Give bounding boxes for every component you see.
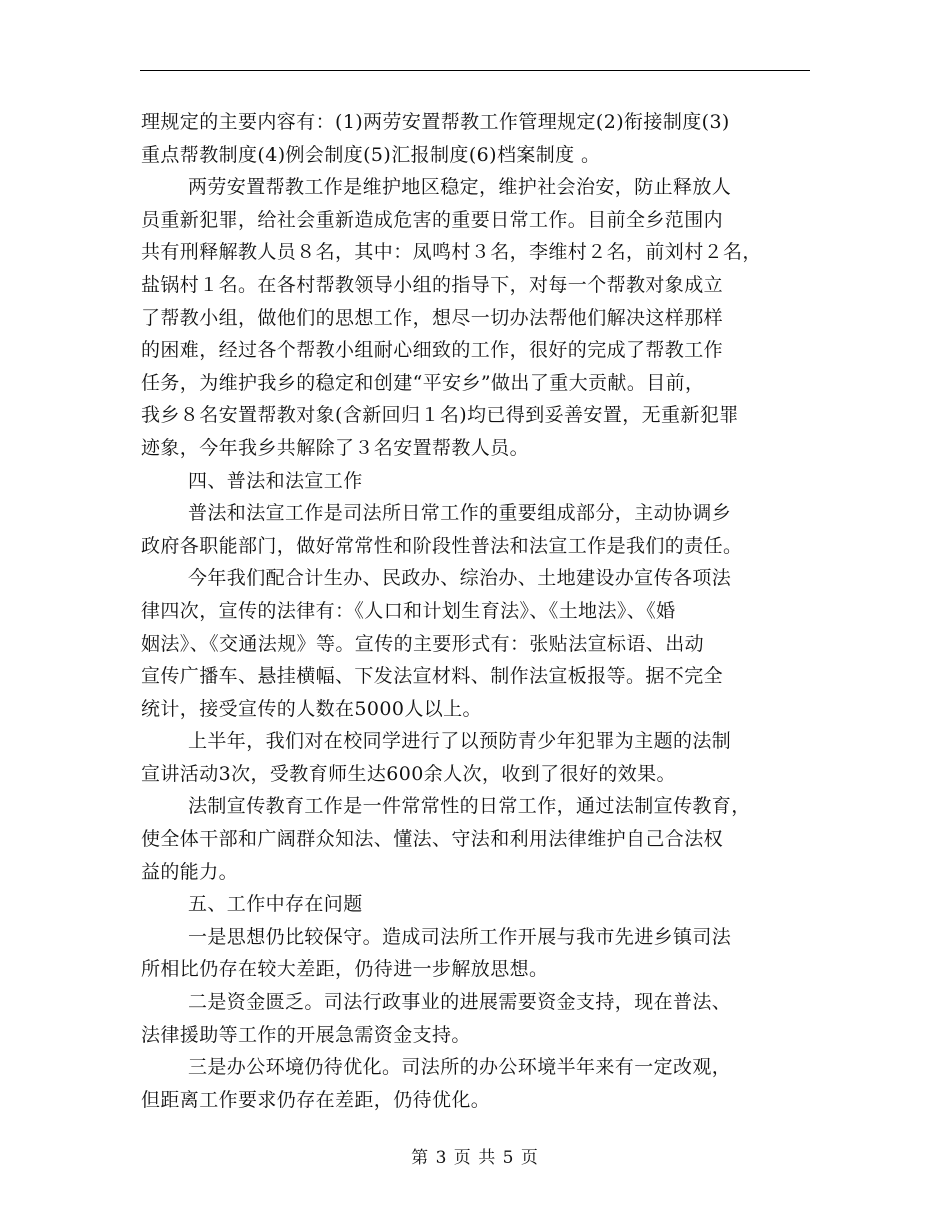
body-line: 统计，接受宣传的人数在5000人以上。 xyxy=(141,697,482,720)
body-line: 但距离工作要求仍存在差距，仍待优化。 xyxy=(141,1088,491,1111)
body-line: 了帮教小组，做他们的思想工作，想尽一切办法帮他们解决这样那样 xyxy=(141,306,724,329)
section-heading: 五、工作中存在问题 xyxy=(188,893,363,916)
body-line: 使全体干部和广阔群众知法、懂法、守法和利用法律维护自己合法权 xyxy=(141,828,724,851)
body-line: 二是资金匮乏。司法行政事业的进展需要资金支持，现在普法、 xyxy=(188,991,732,1014)
body-line: 的困难，经过各个帮教小组耐心细致的工作，很好的完成了帮教工作 xyxy=(141,339,724,362)
body-line: 普法和法宣工作是司法所日常工作的重要组成部分，主动协调乡 xyxy=(188,502,732,525)
body-line: 两劳安置帮教工作是维护地区稳定，维护社会治安，防止释放人 xyxy=(188,176,732,199)
body-line: 律四次，宣传的法律有：《人口和计划生育法》、《土地法》、《婚 xyxy=(141,599,676,622)
body-line: 宣传广播车、悬挂横幅、下发法宣材料、制作法宣板报等。据不完全 xyxy=(141,665,724,688)
body-line: 政府各职能部门，做好常常性和阶段性普法和法宣工作是我们的责任。 xyxy=(141,534,743,557)
body-line: 盐锅村１名。在各村帮教领导小组的指导下，对每一个帮教对象成立 xyxy=(141,273,724,296)
body-line: 姻法》、《交通法规》等。宣传的主要形式有：张贴法宣标语、出动 xyxy=(141,632,705,655)
body-line: 法律援助等工作的开展急需资金支持。 xyxy=(141,1023,471,1046)
body-line: 法制宣传教育工作是一件常常性的日常工作，通过法制宣传教育， xyxy=(188,795,751,818)
section-heading: 四、普法和法宣工作 xyxy=(188,469,363,492)
body-line: 共有刑释解教人员８名，其中：凤鸣村３名，李维村２名，前刘村２名， xyxy=(141,241,762,264)
body-line: 今年我们配合计生办、民政办、综治办、土地建设办宣传各项法 xyxy=(188,567,732,590)
document-body xyxy=(141,106,821,1116)
body-line: 理规定的主要内容有：(1)两劳安置帮教工作管理规定(2)衔接制度(3) xyxy=(141,111,730,133)
body-line: 重点帮教制度(4)例会制度(5)汇报制度(6)档案制度 。 xyxy=(141,143,601,166)
body-line: 任务，为维护我乡的稳定和创建“平安乡”做出了重大贡献。目前， xyxy=(141,371,705,394)
body-line: 所相比仍存在较大差距，仍待进一步解放思想。 xyxy=(141,958,549,981)
page-number: 第 3 页 共 5 页 xyxy=(411,1148,539,1168)
body-line: 上半年，我们对在校同学进行了以预防青少年犯罪为主题的法制 xyxy=(188,730,732,753)
body-line: 迹象，今年我乡共解除了３名安置帮教人员。 xyxy=(141,436,530,459)
body-line: 宣讲活动3次，受教育师生达600余人次，收到了很好的效果。 xyxy=(141,762,676,785)
body-line: 我乡８名安置帮教对象(含新回归１名)均已得到妥善安置，无重新犯罪 xyxy=(141,404,739,427)
body-line: 三是办公环境仍待优化。司法所的办公环境半年来有一定改观， xyxy=(188,1056,732,1079)
body-line: 员重新犯罪，给社会重新造成危害的重要日常工作。目前全乡范围内 xyxy=(141,208,724,231)
header-rule xyxy=(140,70,810,71)
body-line: 一是思想仍比较保守。造成司法所工作开展与我市先进乡镇司法 xyxy=(188,925,732,948)
body-line: 益的能力。 xyxy=(141,860,239,883)
